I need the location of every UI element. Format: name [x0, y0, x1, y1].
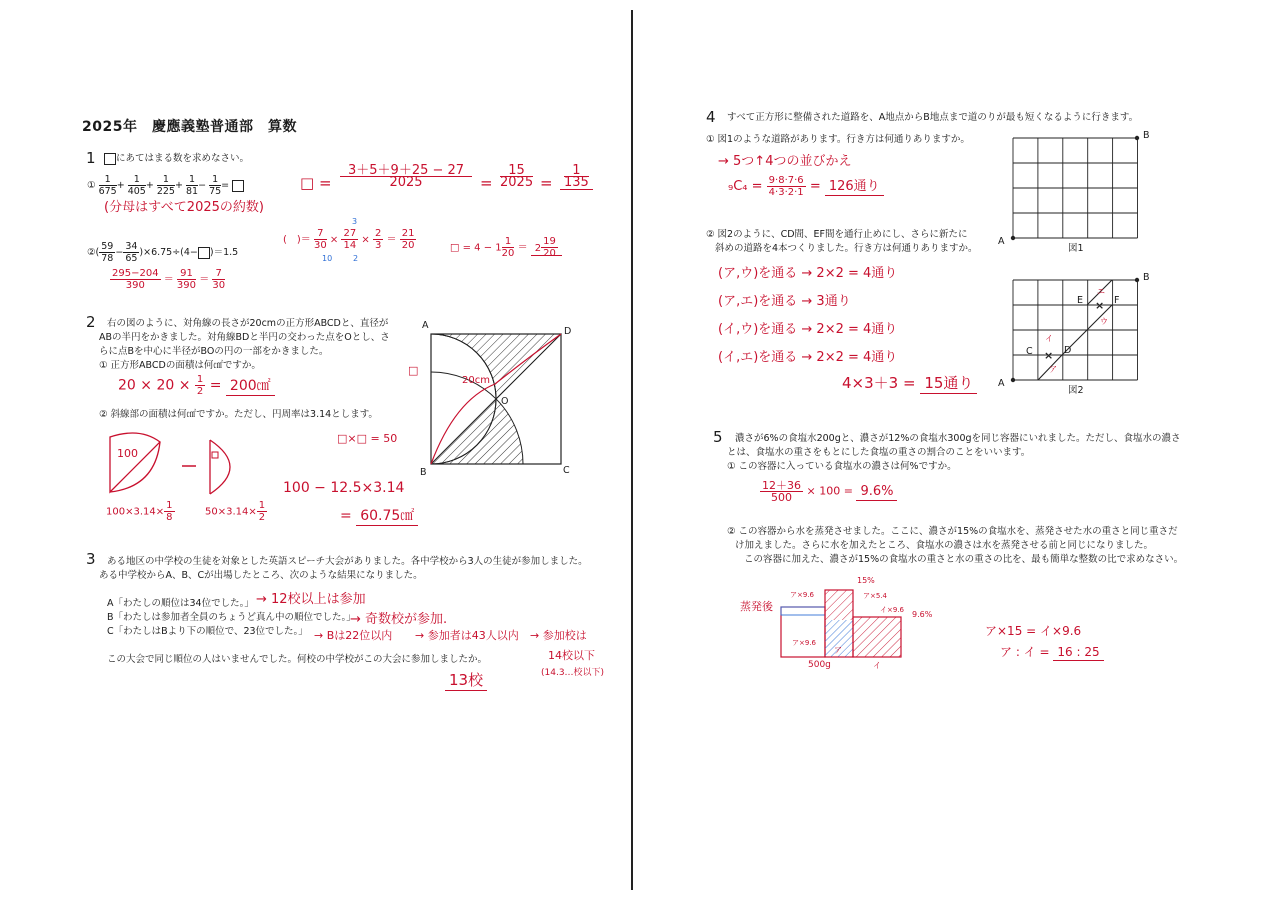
hw-q1-eq1: = [480, 174, 493, 192]
answer-box-icon [198, 247, 210, 259]
q5-sub2c: この容器に加えた、濃さが15%の食塩水の重さと水の重さの比を、最も簡単な整数の比で求めなさい。 [744, 554, 1184, 565]
hw-q2-calc: 100 − 12.5×3.14 [283, 480, 405, 496]
hw-q5-evap: 蒸発後 [740, 600, 773, 613]
q1-part1-expression: ① $\frac{1}{675}$ + $\frac{1}{405}$ + $\frac{1}{225}$ + $\frac{1}{81}$ − $\frac{1}{75}$ = [87, 174, 244, 197]
answer-box-icon [232, 180, 244, 192]
hw-q5-500g: 500g [808, 660, 831, 670]
hw-q2-shapes [100, 432, 280, 502]
hw-q3-c4: 14校以下 [548, 649, 595, 662]
q2-sub2: ② 斜線部の面積は何㎠ですか。ただし、円周率は3.14とします。 [99, 409, 378, 420]
hw-q1-p1-frac2: $\frac{15}{2025}$ [500, 163, 534, 190]
hw-q5-answer: ア : イ = 16 : 25 [1000, 643, 1104, 660]
hw-q1-note: (分母はすべて2025の約数) [104, 200, 264, 215]
page-title: 2025年 慶應義塾普通部 算数 [82, 119, 297, 135]
q4-fig2-label-b: B [1143, 272, 1150, 283]
q4-sub1: ① 図1のような道路があります。行き方は何通りありますか。 [706, 134, 970, 145]
hw-q2-fig-20cm: 20cm [462, 375, 490, 386]
q2-text-2: ABの半円をかきました。対角線BDと半円の交わった点をOとし、さ [99, 332, 390, 343]
hw-q2-answer: = 60.75㎠ [340, 505, 418, 525]
hw-q5-ax96: ア×9.6 [790, 591, 814, 599]
q2-fig-label-a: A [422, 320, 429, 331]
q4-fig2-caption: 図2 [1068, 385, 1084, 396]
hw-blue-2: 2 [353, 254, 359, 263]
q4-fig2-label-d: D [1064, 345, 1072, 356]
hw-q4-route2: (ア,エ)を通る → 3通り [718, 294, 851, 309]
q4-number: 4 [706, 108, 716, 126]
hw-q3-a: → 12校以上は参加 [256, 592, 366, 607]
q1-number: 1 [86, 149, 96, 167]
hw-q3-c2: → 参加者は43人以内 [415, 629, 519, 642]
q3-statement-b: B「わたしは参加者全員のちょうど真ん中の順位でした。」 [107, 612, 356, 623]
q3-text-1: ある地区の中学校の生徒を対象とした英語スピーチ大会がありました。各中学校から3人の生徒が参加しました。 [107, 556, 588, 567]
hw-q4-route1: (ア,ウ)を通る → 2×2 = 4通り [718, 266, 898, 281]
svg-text:×: × [1095, 299, 1105, 312]
q4-fig2-label-f: F [1114, 295, 1120, 306]
q4-text: すべて正方形に整備された道路を、A地点からB地点まで道のりが最も短くなるように行きます。 [727, 112, 1139, 123]
hw-q5-eq: ア×15 = イ×9.6 [985, 624, 1082, 638]
hw-q5-ix96: イ×9.6 [880, 606, 904, 614]
hw-q1-box: □ = [300, 174, 332, 192]
q4-sub2a: ② 図2のように、CD間、EF間を通行止めにし、さらに新たに [706, 229, 968, 240]
hw-q5-ax54: ア×5.4 [863, 592, 887, 600]
q4-fig2-label-e: E [1077, 295, 1084, 306]
hw-q1-p2-multiply: ( )＝ $\frac{7}{30}$ × $\frac{27}{14}$ × $\frac{2}{3}$ ＝ $\frac{21}{20}$ [283, 228, 415, 251]
hw-q4-sub1-a: → 5つ↑4つの並びかえ [718, 154, 852, 169]
q4-figure1-grid [1000, 128, 1150, 248]
hw-q1-p1-fraction: $\frac{3+5+9+25 - 27}{2025}$ [340, 165, 472, 188]
hw-q2-formula2: 50×3.14× $\frac{1}{2}$ [205, 500, 266, 523]
q3-text-2: ある中学校からA、B、Cが出場したところ、次のような結果になりました。 [99, 570, 423, 581]
hw-q5-96: 9.6% [912, 610, 933, 619]
hw-q5-sub1: $\frac{12+36}{500}$ × 100 = 9.6% [760, 480, 897, 503]
q5-text-2: とは、食塩水の重さをもとにした食塩の重さの割合のことをいいます。 [727, 447, 1031, 458]
q3-question: この大会で同じ順位の人はいませんでした。何校の中学校がこの大会に参加しましたか。 [107, 654, 488, 665]
hw-q4-fig2-u: ウ [1100, 317, 1108, 326]
hw-q3-answer: 13校 [445, 669, 487, 690]
hw-q1-p1-answer: $\frac{1}{135}$ [560, 165, 593, 190]
hw-q2-square: □×□ = 50 [337, 432, 398, 445]
hw-q3-c1: → Bは22位以内 [314, 629, 393, 642]
q2-text-3: らに点Bを中心に半径がBOの円の一部をかきました。 [99, 346, 329, 357]
hw-q5-ax96b: ア×9.6 [792, 639, 816, 647]
q3-statement-c: C「わたしはBより下の順位で、23位でした。」 [107, 626, 308, 637]
hw-q1-eq2: = [540, 174, 553, 192]
hw-q4-route4: (イ,エ)を通る → 2×2 = 4通り [718, 350, 898, 365]
answer-box-icon [104, 153, 116, 165]
hw-q3-c5: (14.3…校以下) [541, 668, 605, 678]
q5-text-1: 濃さが6%の食塩水200gと、濃さが12%の食塩水300gを同じ容器にいれました。ただし、食塩水の濃さ [735, 433, 1181, 444]
q2-sub1: ① 正方形ABCDの面積は何㎠ですか。 [99, 360, 261, 371]
q4-fig1-label-b: B [1143, 130, 1150, 141]
q2-text-1: 右の図のように、対角線の長さが20cmの正方形ABCDと、直径が [107, 318, 389, 329]
hw-q5-a: ア [834, 646, 842, 655]
svg-text:×: × [1044, 349, 1054, 362]
q5-number: 5 [713, 428, 723, 446]
hw-q3-b: → 奇数校が参加. [350, 612, 448, 627]
q2-fig-label-o: O [501, 396, 509, 407]
q3-statement-a: A「わたしの順位は34位でした。」 [107, 598, 254, 609]
q2-fig-label-b: B [420, 467, 427, 478]
q2-fig-label-c: C [563, 465, 570, 476]
q3-number: 3 [86, 550, 96, 568]
hw-q5-i: イ [873, 661, 881, 670]
hw-q2-100: 100 [117, 447, 138, 460]
hw-q5-15: 15% [857, 576, 875, 585]
hw-q4-sub1-calc: ₉C₄ = $\frac{9\cdot 8\cdot 7\cdot 6}{4\cdot 3\cdot 2\cdot 1}$ = 126通り [728, 175, 884, 198]
q5-sub2b: け加えました。さらに水を加えたところ、食塩水の濃さは水を蒸発させる前と同じになりました。 [735, 540, 1154, 551]
hw-q4-route3: (イ,ウ)を通る → 2×2 = 4通り [718, 322, 898, 337]
hw-q4-fig2-e: エ [1097, 287, 1105, 296]
q1-prompt: にあてはまる数を求めなさい。 [104, 152, 249, 165]
q4-figure2-grid [1000, 270, 1150, 390]
q4-sub2b: 斜めの道路を4本つくりました。行き方は何通りありますか。 [715, 243, 978, 254]
hw-q1-p2-work: $\frac{295-204}{390}$ ＝ $\frac{91}{390}$ ＝ $\frac{7}{30}$ [112, 268, 226, 291]
q2-fig-label-d: D [564, 326, 572, 337]
page-divider [631, 10, 633, 890]
hw-q4-fig2-a: ア [1049, 365, 1057, 374]
q4-fig2-label-a: A [998, 378, 1005, 389]
hw-q2-formula1: 100×3.14× $\frac{1}{8}$ [106, 500, 173, 523]
q5-sub2a: ② この容器から水を蒸発させました。ここに、濃さが15%の食塩水を、蒸発させた水の重さと同じ重さだ [727, 526, 1178, 537]
hw-q2-fig-box: □ [408, 364, 419, 377]
hw-q1-p2-answer: □ = 4 − 1 $\frac{1}{20}$ ＝ 2 $\frac{19}{20}$ [450, 236, 562, 259]
q4-fig1-caption: 図1 [1068, 243, 1084, 254]
q4-fig1-label-a: A [998, 236, 1005, 247]
hw-q2-sub1-work: 20 × 20 × $\frac{1}{2}$ = 200㎠ [118, 374, 275, 397]
q4-fig2-label-c: C [1026, 346, 1033, 357]
hw-blue-10: 10 [322, 254, 333, 263]
q2-figure [415, 320, 585, 480]
hw-q3-c3: → 参加校は [530, 629, 587, 642]
hw-q4-fig2-i: イ [1045, 334, 1053, 343]
hw-q4-total: 4×3＋3 = 15通り [842, 372, 977, 393]
hw-blue-3: 3 [352, 217, 358, 226]
q1-part2-expression: ②( $\frac{59}{78}$ − $\frac{34}{65}$ )×6.75÷(4− )＝1.5 [87, 241, 239, 264]
q2-number: 2 [86, 313, 96, 331]
q5-sub1: ① この容器に入っている食塩水の濃さは何%ですか。 [727, 461, 957, 472]
